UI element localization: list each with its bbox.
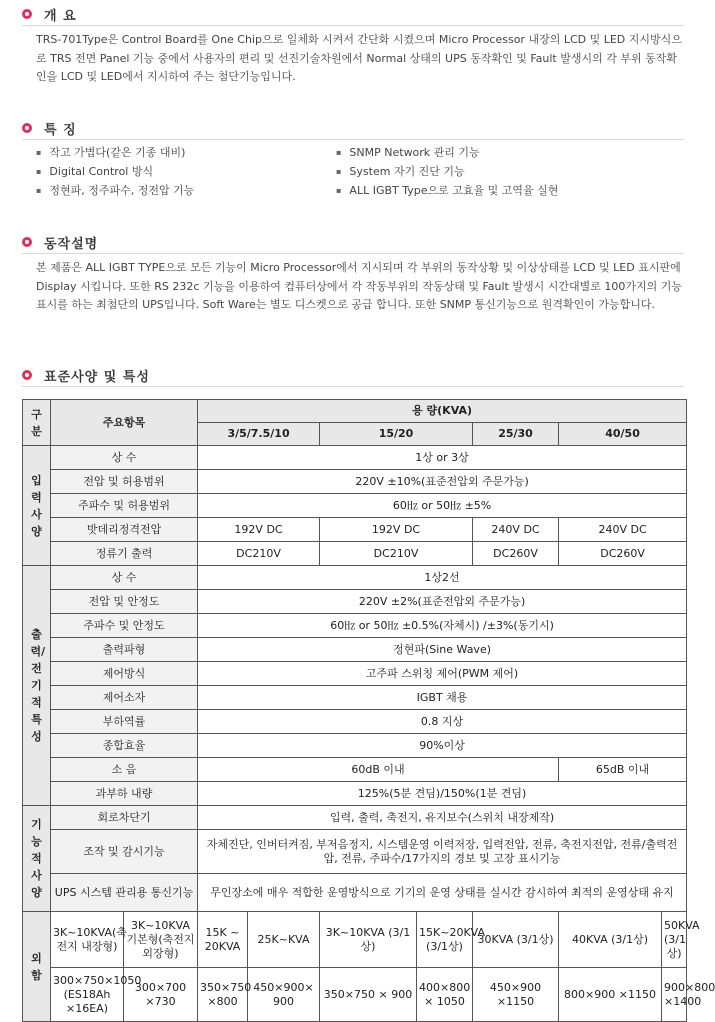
row-value: 60dB 이내 bbox=[198, 758, 559, 782]
row-value: 220V ±10%(표준전압외 주문가능) bbox=[198, 470, 687, 494]
input-group: 입력사양 bbox=[23, 446, 51, 566]
row-value: 240V DC bbox=[559, 518, 687, 542]
row-value: DC260V bbox=[559, 542, 687, 566]
bullet-circle-icon bbox=[22, 370, 32, 380]
row-value: 65dB 이내 bbox=[559, 758, 687, 782]
row-label: 종합효율 bbox=[51, 734, 198, 758]
size-cell: 300×700 ×730 bbox=[124, 968, 198, 1022]
spec-section bbox=[22, 364, 684, 387]
size-cell: 450×900× 900 bbox=[248, 968, 320, 1022]
row-value: DC260V bbox=[473, 542, 559, 566]
row-value: 무인장소에 매우 적합한 운영방식으로 기기의 운영 상태를 실시간 감시하여 최적의 운영상태 유지 bbox=[198, 874, 687, 912]
row-value: 1상2선 bbox=[198, 566, 687, 590]
overview-title: 개 요 bbox=[44, 8, 77, 24]
feature-item: ▪ SNMP Network 관리 기능 bbox=[336, 143, 558, 162]
row-value: 90%이상 bbox=[198, 734, 687, 758]
model-cell: 3K~10KVA(축전지 내장형) bbox=[51, 912, 124, 968]
row-label: 회로차단기 bbox=[51, 806, 198, 830]
row-label: 주파수 및 안정도 bbox=[51, 614, 198, 638]
capacity-col: 15/20 bbox=[320, 423, 473, 446]
size-cell: 350×750 ×800 bbox=[198, 968, 248, 1022]
operation-title: 동작설명 bbox=[44, 236, 99, 252]
item-header: 주요항목 bbox=[51, 400, 198, 446]
row-label: 부하역률 bbox=[51, 710, 198, 734]
model-cell: 25K~KVA bbox=[248, 912, 320, 968]
features-title: 특 징 bbox=[44, 122, 77, 138]
capacity-col: 3/5/7.5/10 bbox=[198, 423, 320, 446]
bullet-circle-icon bbox=[22, 123, 32, 133]
row-label: UPS 시스템 관리용 통신기능 bbox=[51, 874, 198, 912]
feature-item: ▪ ALL IGBT Type으로 고효율 및 고역율 실현 bbox=[336, 181, 558, 200]
size-cell: 300×750×1050 (ES18Ah ×16EA) bbox=[51, 968, 124, 1022]
row-value: IGBT 채용 bbox=[198, 686, 687, 710]
row-value: 입력, 출력, 축전지, 유지보수(스위치 내장제작) bbox=[198, 806, 687, 830]
operation-header bbox=[22, 231, 684, 254]
size-cell: 400×800 × 1050 bbox=[417, 968, 473, 1022]
row-value: 정현파(Sine Wave) bbox=[198, 638, 687, 662]
row-label: 상 수 bbox=[51, 446, 198, 470]
row-label: 밧데리정격전압 bbox=[51, 518, 198, 542]
row-value: 자체진단, 인버터켜짐, 부저음정지, 시스템운영 이력저장, 입력전압, 전류, 축전지전압, 전류/출력전압, 전류, 주파수/17가지의 경보 및 고장 표시기능 bbox=[198, 830, 687, 874]
spec-title: 표준사양 및 특성 bbox=[44, 369, 150, 385]
function-group: 기능적사양 bbox=[23, 806, 51, 912]
overview-text: TRS-701Type은 Control Board를 One Chip으로 일체화 시켜서 간단화 시켰으며 Micro Processor 내장의 LCD 및 LED 지시방식으로 TRS 전면 Panel 기능 중에서 사용자의 편리 및 선진기술차원에서 Normal 상태의 UPS 동작확인 및 Fault 발생시의 각 부위 동작확인을 LCD 및 LED에서 지시하여 주는 첨단기능입니다. bbox=[36, 33, 682, 83]
row-label: 정류기 출력 bbox=[51, 542, 198, 566]
capacity-col: 40/50 bbox=[559, 423, 687, 446]
category-header: 구분 bbox=[23, 400, 51, 446]
row-value: 0.8 지상 bbox=[198, 710, 687, 734]
row-value: 1상 or 3상 bbox=[198, 446, 687, 470]
feature-item: ▪ 정현파, 정주파수, 정전압 기능 bbox=[36, 181, 336, 200]
features-header bbox=[22, 117, 684, 140]
row-value: 240V DC bbox=[473, 518, 559, 542]
feature-item: ▪ 작고 가볍다(같은 기종 대비) bbox=[36, 143, 336, 162]
feature-item: ▪ System 자기 진단 기능 bbox=[336, 162, 558, 181]
feature-item: ▪ Digital Control 방식 bbox=[36, 162, 336, 181]
overview-header bbox=[22, 3, 684, 26]
spec-header bbox=[22, 364, 684, 387]
operation-text: 본 제품은 ALL IGBT TYPE으로 모든 기능이 Micro Processor에서 지시되며 각 부위의 동작상황 및 이상상태를 LCD 및 LED 표시판에 Display 시킵니다. 또한 RS 232c 기능을 이용하여 컴퓨터상에서 각 작동부위의 작동상태 및 Fault 발생시 시간대별로 100가지의 기능표시를 하는 최첨단의 UPS입니다. Soft Ware는 별도 디스켓으로 공급 합니다. 또한 SNMP 통신기능으로 원격확인이 가능합니다. bbox=[36, 261, 682, 311]
row-value: DC210V bbox=[320, 542, 473, 566]
model-cell: 50KVA (3/1상) bbox=[662, 912, 687, 968]
overview-section bbox=[22, 3, 684, 87]
row-label: 조작 및 감시기능 bbox=[51, 830, 198, 874]
row-value: 192V DC bbox=[198, 518, 320, 542]
capacity-header: 용 량(KVA) bbox=[198, 400, 687, 423]
model-cell: 40KVA (3/1상) bbox=[559, 912, 662, 968]
row-value: DC210V bbox=[198, 542, 320, 566]
row-label: 과부하 내량 bbox=[51, 782, 198, 806]
row-value: 고주파 스위칭 제어(PWM 제어) bbox=[198, 662, 687, 686]
model-cell: 3K~10KVA (3/1상) bbox=[320, 912, 417, 968]
size-cell: 800×900 ×1150 bbox=[559, 968, 662, 1022]
bullet-circle-icon bbox=[22, 237, 32, 247]
exterior-group: 외함 bbox=[23, 912, 51, 1022]
row-label: 출력파형 bbox=[51, 638, 198, 662]
row-value: 60㎐ or 50㎐ ±5% bbox=[198, 494, 687, 518]
size-cell: 350×750 × 900 bbox=[320, 968, 417, 1022]
spec-table bbox=[22, 399, 715, 1022]
row-label: 전압 및 안정도 bbox=[51, 590, 198, 614]
operation-section bbox=[22, 231, 684, 315]
row-value: 60㎐ or 50㎐ ±0.5%(자체시) /±3%(동기시) bbox=[198, 614, 687, 638]
row-label: 소 음 bbox=[51, 758, 198, 782]
row-label: 제어소자 bbox=[51, 686, 198, 710]
model-cell: 15K ~ 20KVA bbox=[198, 912, 248, 968]
row-label: 상 수 bbox=[51, 566, 198, 590]
model-cell: 30KVA (3/1상) bbox=[473, 912, 559, 968]
row-label: 주파수 및 허용범위 bbox=[51, 494, 198, 518]
size-cell: 450×900 ×1150 bbox=[473, 968, 559, 1022]
model-cell: 15K~20KVA (3/1상) bbox=[417, 912, 473, 968]
features-section bbox=[22, 117, 684, 200]
features-list bbox=[22, 143, 684, 200]
output-group: 출력/전기적특성 bbox=[23, 566, 51, 806]
row-value: 220V ±2%(표준전압외 주문가능) bbox=[198, 590, 687, 614]
row-label: 전압 및 허용범위 bbox=[51, 470, 198, 494]
row-value: 192V DC bbox=[320, 518, 473, 542]
row-label: 제어방식 bbox=[51, 662, 198, 686]
size-cell: 900×800 ×1400 bbox=[662, 968, 687, 1022]
row-value: 125%(5분 견딤)/150%(1분 견딤) bbox=[198, 782, 687, 806]
capacity-col: 25/30 bbox=[473, 423, 559, 446]
model-cell: 3K~10KVA기본형(축전지 외장형) bbox=[124, 912, 198, 968]
bullet-circle-icon bbox=[22, 9, 32, 19]
